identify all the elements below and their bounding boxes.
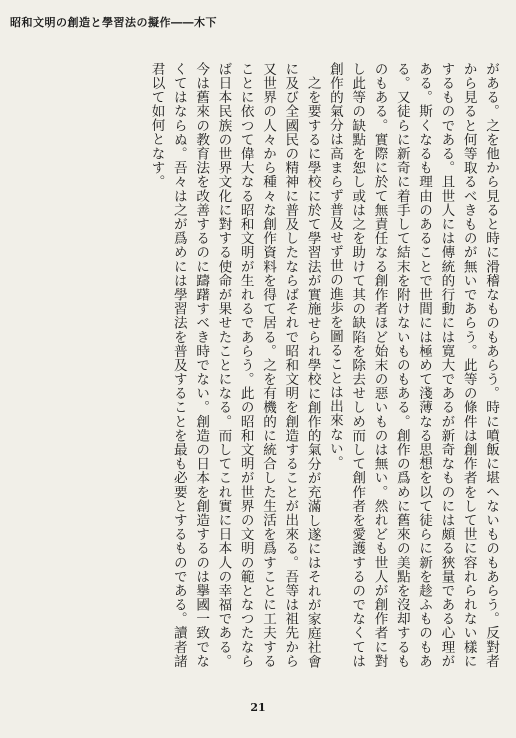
running-head: 昭和文明の創造と學習法の擬作――木下 <box>10 16 217 28</box>
page-number: 21 <box>250 701 266 714</box>
paragraph-2: 之を要するに學校に於て學習法が實施せられ學校に創作的氣分が充滿し遂にはそれが家庭社會に及び全國民の精神に普及したならばそれで昭和文明を創造することが出來る。吾等は祖先から又世界の人々から種々な創作資料を得て居る。之を有機的に統合した生活を爲すことに工夫することに依つて偉大なる昭和文明が生れるであらう。此の昭和文明が世界の文明の範となつたならば日本民族の世界文化に對する使命が果せたことになる。而してこれ實に日本人の幸福である。今は舊來の教育法を改善するのに躊躇すべき時でない。創造の日本を創造するのは擧國一致でなくてはならぬ。吾々は之が爲めには學習法を普及することを最も必要とするものである。讀者諸君以て如何となす。 <box>148 62 321 668</box>
body-text <box>112 62 502 668</box>
paragraph-1: がある。之を他から見ると時に滑稽なものもあらう。時に噴飯に堪へないものもあらう。反對者から見ると何等取るべきものが無いであらう。此等の條件は創作者をして世に容れられない樣にするものである。且世人には傳統的行動には寛大であるが新奇なものには頗る狹量である心理がある。斯くなるも理由のあることで世間には極めて淺薄なる思想を以て徒らに新を趁ふものもある。又徒らに新奇に着手して結末を附けないものもある。創作の爲めに舊來の美點を沒却するものもある。實際に於て無責任なる創作者ほど始末の惡いものは無い。然れども世人が創作者に對し此等の缺點を恕し或は之を助けて其の缺陷を除去せしめ而して創作者を愛護するのでなくては創作的氣分は高まらず普及せず世の進歩を圖ることは出來ない。 <box>326 62 499 668</box>
